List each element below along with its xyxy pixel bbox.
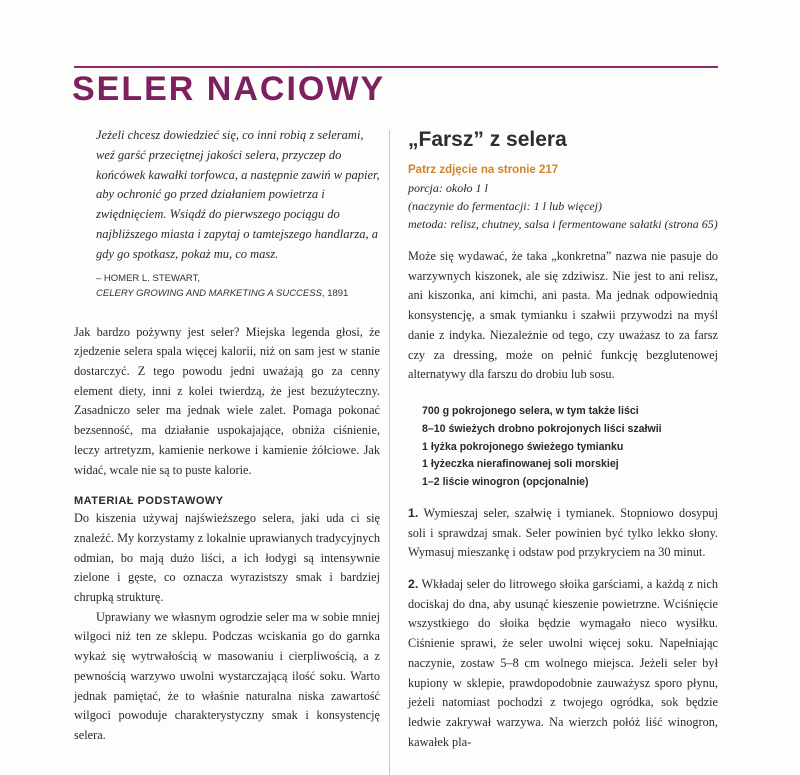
ingredient-item: 700 g pokrojonego selera, w tym także liści: [422, 404, 639, 417]
recipe-portion: porcja: około 1 l: [408, 181, 488, 195]
recipe-step: [408, 504, 718, 563]
step-text: Wkładaj seler do litrowego słoika garściami, a każdą z nich dociskaj do dna, aby usunąć kieszenie powietrzne. Wciśnięcie wszystkiego do słoika będzie wymagało nieco wysiłku. Ciśnienie sprawi, że seler uwolni więcej soku. Napełniając naczynie, zostaw 5–8 cm wolnego miejsca. Jeżeli seler był kupiony w sklepie, prawdopodobnie zauważysz sporo płynu, jeżeli natomiast pochodzi z twojego ogródka, sok będzie ledwie zakrywał warzywa. Na wierzch połóż liść winogron, kawałek pla-: [408, 577, 718, 749]
recipe-title: „Farsz” z selera: [408, 128, 567, 151]
epigraph-year: , 1891: [321, 287, 349, 299]
left-body: [74, 323, 380, 746]
recipe-intro: Może się wydawać, że taka „konkretna” nazwa nie pasuje do warzywnych kiszonek, ale się zdziwisz. Nie jest to ani relisz, ani kiszonka, ani kimchi, ani pasta. Ma jednak odpowiednią konsystencję, a smak tymianku i szałwii przywodzi na myśl danie z indyka. Niezależnie od tego, czy uważasz to za farsz czy za dressing, może on pełnić funkcję bezglutenowej alternatywy dla farszu do drobiu lub sosu.: [408, 249, 718, 382]
recipe-step: [408, 575, 718, 752]
step-text: Wymieszaj seler, szałwię i tymianek. Stopniowo dosypuj soli i sprawdzaj smak. Seler powinien być tylko lekko słony. Wymasuj mieszankę i odstaw pod przykryciem na 30 minut.: [408, 505, 718, 560]
ingredient-item: 1 łyżeczka nierafinowanej soli morskiej: [422, 458, 619, 471]
material-paragraph-1: Do kiszenia używaj najświeższego selera, jaki uda ci się znaleźć. My korzystamy z lokalnie uprawianych tradycyjnych odmian, bo mają dużo liści, a ich łodygi są intensywnie zielone i gęste, co oznacza wyrazistszy smak i bardziej chrupką strukturę.: [74, 511, 380, 605]
recipe-method: metoda: relisz, chutney, salsa i fermentowane sałatki (strona 65): [408, 217, 718, 231]
left-column: [74, 126, 380, 746]
epigraph-quote: Jeżeli chcesz dowiedzieć się, co inni robią z selerami, weź garść przeciętnej jakości selera, przyczep do końcówek kawałki torfowca, a następnie zawiń w papier, aby ochronić go przed działaniem powietrza i zwiędnięciem. Wsiądź do pierwszego pociągu do najbliższego miasta i zapytaj o tamtejszego handlarza, a gdy go spotkasz, pokaż mu, co masz.: [96, 128, 380, 261]
recipe-meta: [408, 179, 718, 233]
photo-reference: Patrz zdjęcie na stronie 217: [408, 164, 559, 176]
step-number: 2.: [408, 577, 419, 592]
epigraph-author: – HOMER L. STEWART,: [96, 272, 200, 284]
epigraph-source: [96, 286, 380, 301]
material-paragraph-2: Uprawiany we własnym ogrodzie seler ma w sobie mniej wilgoci niż ten ze sklepu. Podczas wciskania go do garnka wykaż się wytrwałością w masowaniu i cierpliwością, a z pewnością warzywo uwolni wystarczającą ilość soku. Warto jednak pamiętać, że to właśnie naturalna niska zawartość wilgoci powoduje charakterystyczny smak i konsystencję selera.: [74, 609, 380, 742]
ingredient-item: 1 łyżka pokrojonego świeżego tymianku: [422, 440, 624, 453]
step-number: 1.: [408, 505, 419, 520]
ingredient-item: 8–10 świeżych drobno pokrojonych liści szałwii: [422, 422, 662, 435]
ingredient-item: 1–2 liście winogron (opcjonalnie): [422, 476, 589, 489]
page-title: SELER NACIOWY: [72, 70, 386, 108]
ingredient-list: [422, 403, 718, 492]
title-rule: [74, 66, 718, 68]
column-divider: [389, 130, 390, 775]
right-column: [408, 126, 718, 752]
epigraph-work: CELERY GROWING AND MARKETING A SUCCESS: [96, 287, 322, 299]
section-heading: MATERIAŁ PODSTAWOWY: [74, 495, 224, 508]
recipe-vessel: (naczynie do fermentacji: 1 l lub więcej): [408, 199, 602, 213]
intro-paragraph: Jak bardzo pożywny jest seler? Miejska legenda głosi, że zjedzenie selera spala więcej kalorii, niż on sam jest w stanie dostarczyć. Z tego powodu jedni uważają go za cenny element diety, inni z kolei twierdzą, że jest bezużyteczny. Zasadniczo seler ma jednak wiele zalet. Pomaga pokonać bezsenność, ma działanie uspokajające, obniża ciśnienie, leczy artretyzm, kamienie nerkowe i kamienie żółciowe. Jak widać, wcale nie są to puste kalorie.: [74, 324, 380, 477]
epigraph-attribution: [96, 271, 380, 301]
